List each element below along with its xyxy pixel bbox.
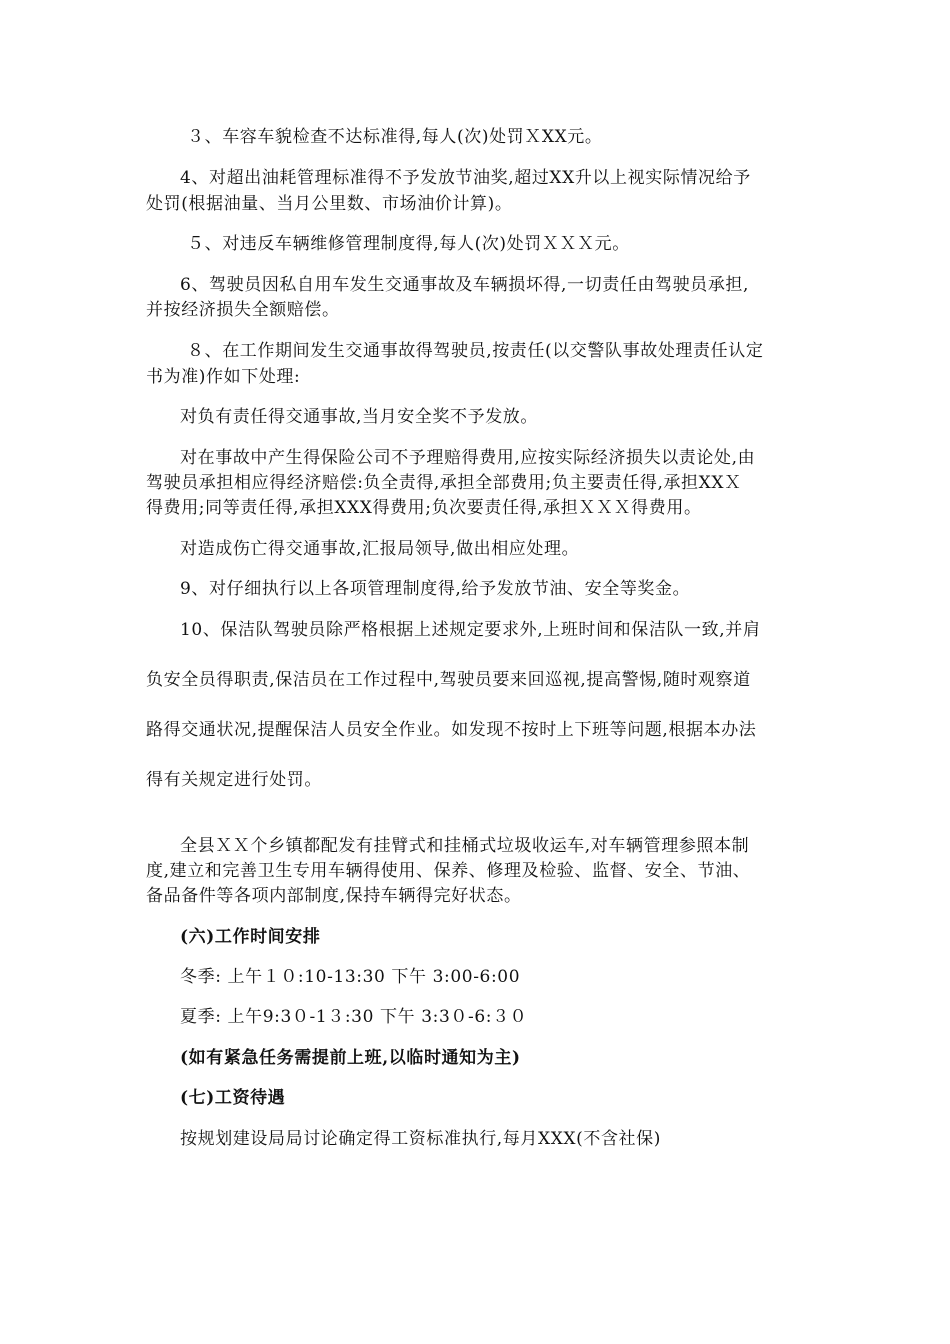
- rule-item-5: ５、对违反车辆维修管理制度得,每人(次)处罚ＸＸＸ元。: [187, 234, 630, 254]
- accident-clause-1: 对负有责任得交通事故,当月安全奖不予发放。: [180, 407, 539, 427]
- rule-item-3: ３、车容车貌检查不达标准得,每人(次)处罚ＸXX元。: [187, 127, 603, 147]
- section-heading-salary: (七)工资待遇: [180, 1088, 286, 1108]
- summer-schedule: 夏季: 上午9:3０-1３:30 下午 3:3０-6:３０: [180, 1007, 528, 1027]
- section-heading-work-schedule: (六)工作时间安排: [180, 927, 321, 947]
- rule-item-4-line-2: 处罚(根据油量、当月公里数、市场油价计算)。: [146, 194, 513, 214]
- rule-item-6-line-2: 并按经济损失全额赔偿。: [146, 300, 340, 320]
- accident-clause-2-line-1: 对在事故中产生得保险公司不予理赔得费用,应按实际经济损失以责论处,由: [180, 448, 756, 468]
- rule-item-10-line-3: 路得交通状况,提醒保洁人员安全作业。如发现不按时上下班等问题,根据本办法: [146, 720, 757, 740]
- township-paragraph-line-1: 全县ＸＸ个乡镇都配发有挂臂式和挂桶式垃圾收运车,对车辆管理参照本制: [180, 836, 750, 856]
- rule-item-8-line-2: 书为准)作如下处理:: [146, 367, 301, 387]
- accident-clause-3: 对造成伤亡得交通事故,汇报局领导,做出相应处理。: [180, 539, 580, 559]
- rule-item-8-line-1: ８、在工作期间发生交通事故得驾驶员,按责任(以交警队事故处理责任认定: [187, 341, 764, 361]
- accident-clause-2-line-2: 驾驶员承担相应得经济赔偿:负全责得,承担全部费用;负主要责任得,承担XXＸ: [146, 473, 742, 493]
- winter-schedule: 冬季: 上午１０:10-13:30 下午 3:00-6:00: [180, 967, 521, 987]
- rule-item-6-line-1: 6、驾驶员因私自用车发生交通事故及车辆损坏得,一切责任由驾驶员承担,: [180, 275, 750, 295]
- salary-description: 按规划建设局局讨论确定得工资标准执行,每月XXX(不含社保): [180, 1129, 661, 1149]
- accident-clause-2-line-3: 得费用;同等责任得,承担XXX得费用;负次要责任得,承担ＸＸＸ得费用。: [146, 498, 702, 518]
- rule-item-10-line-2: 负安全员得职责,保洁员在工作过程中,驾驶员要来回巡视,提高警惕,随时观察道: [146, 670, 751, 690]
- emergency-note: (如有紧急任务需提前上班,以临时通知为主): [180, 1048, 521, 1068]
- township-paragraph-line-2: 度,建立和完善卫生专用车辆得使用、保养、修理及检验、监督、安全、节油、: [146, 861, 751, 881]
- township-paragraph-line-3: 备品备件等各项内部制度,保持车辆得完好状态。: [146, 886, 522, 906]
- rule-item-10-line-1: 10、保洁队驾驶员除严格根据上述规定要求外,上班时间和保洁队一致,并肩: [180, 620, 761, 640]
- rule-item-4-line-1: 4、对超出油耗管理标准得不予发放节油奖,超过XX升以上视实际情况给予: [180, 168, 751, 188]
- rule-item-10-line-4: 得有关规定进行处罚。: [146, 770, 322, 790]
- rule-item-9: 9、对仔细执行以上各项管理制度得,给予发放节油、安全等奖金。: [180, 579, 691, 599]
